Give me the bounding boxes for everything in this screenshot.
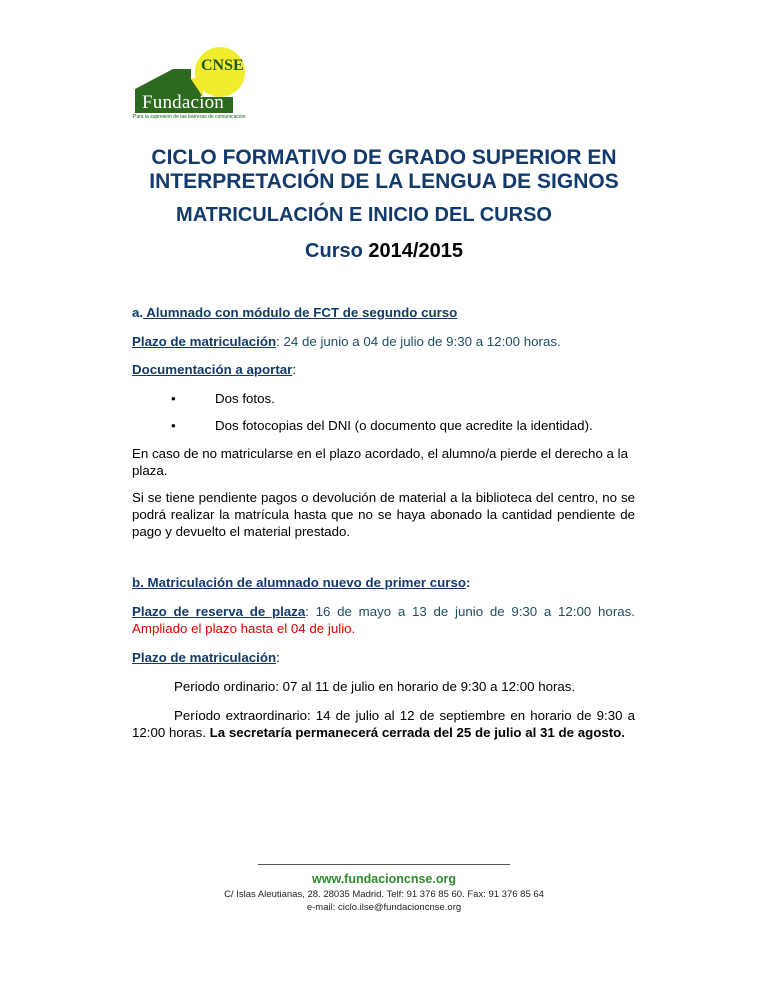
doc-label: Documentación a aportar bbox=[132, 362, 293, 377]
section-b-heading bbox=[132, 574, 635, 591]
extra-text: Período extraordinario: 14 de julio al 12 de septiembre en horario de 9:30 a 12:00 horas. bbox=[132, 708, 635, 740]
section-a-heading bbox=[132, 304, 635, 321]
periodo-ordinario: Periodo ordinario: 07 al 11 de julio en horario de 9:30 a 12:00 horas. bbox=[174, 679, 576, 694]
ampliado-notice: Ampliado el plazo hasta el 04 de julio. bbox=[132, 621, 356, 636]
section-a-plazo bbox=[132, 333, 635, 350]
matric-suffix: : bbox=[276, 650, 280, 665]
footer-address: C/ Islas Aleutianas, 28. 28035 Madrid. Telf: 91 376 85 60. Fax: 91 376 85 64 bbox=[224, 889, 544, 900]
plazo-value: : 24 de junio a 04 de julio de 9:30 a 12:00 horas. bbox=[276, 334, 561, 349]
title-line-1: CICLO FORMATIVO DE GRADO SUPERIOR EN bbox=[151, 146, 617, 169]
reserva-value: : 16 de mayo a 13 de junio de 9:30 a 12:00 horas. bbox=[305, 604, 635, 619]
curso-title bbox=[0, 238, 768, 264]
curso-label: Curso bbox=[305, 240, 363, 262]
title-line-2: INTERPRETACIÓN DE LA LENGUA DE SIGNOS bbox=[149, 170, 619, 193]
section-a-prefix: a. bbox=[132, 305, 144, 320]
section-b-heading-suffix: : bbox=[465, 575, 471, 590]
logo-cnse-text: CNSE bbox=[201, 57, 244, 74]
section-a-doc bbox=[132, 361, 635, 378]
list-item-text: Dos fotocopias del DNI (o documento que acredite la identidad). bbox=[215, 418, 593, 433]
section-b-heading-text: b. Matriculación de alumnado nuevo de primer curso bbox=[132, 575, 466, 590]
footer-website[interactable]: www.fundacioncnse.org bbox=[312, 872, 456, 886]
section-a-para-1: En caso de no matricularse en el plazo acordado, el alumno/a pierde el derecho a la plaza. bbox=[132, 446, 628, 478]
section-a-para-2: Si se tiene pendiente pagos o devolución de material a la biblioteca del centro, no se podrá realizar la matrícula hasta que no se haya abonado la cantidad pendiente de pago y devuelto el material prestado. bbox=[132, 490, 635, 539]
curso-year: 2014/2015 bbox=[368, 240, 463, 262]
footer-email[interactable]: e-mail: ciclo.ilse@fundacioncnse.org bbox=[306, 902, 462, 913]
logo-brand-text: Fundación bbox=[142, 92, 225, 113]
footer-divider bbox=[258, 864, 510, 865]
extra-bold-text: La secretaría permanecerá cerrada del 25 de julio al 31 de agosto. bbox=[209, 725, 625, 740]
bullet-icon: • bbox=[171, 391, 176, 406]
section-b-matric bbox=[132, 649, 635, 666]
logo-tagline: Para la supresión de las barreras de comunicación bbox=[133, 114, 246, 120]
fundacion-cnse-logo bbox=[133, 45, 253, 125]
list-item-text: Dos fotos. bbox=[215, 391, 275, 406]
bullet-icon: • bbox=[171, 418, 176, 433]
section-b-reserva bbox=[132, 603, 635, 637]
reserva-label: Plazo de reserva de plaza bbox=[132, 604, 306, 619]
plazo-label: Plazo de matriculación bbox=[132, 334, 277, 349]
doc-suffix: : bbox=[292, 362, 297, 377]
title-line-3: MATRICULACIÓN E INICIO DEL CURSO bbox=[176, 204, 552, 226]
periodo-extraordinario bbox=[132, 707, 635, 741]
matric-label: Plazo de matriculación bbox=[132, 650, 277, 665]
section-a-heading-text: Alumnado con módulo de FCT de segundo curso bbox=[143, 305, 458, 320]
